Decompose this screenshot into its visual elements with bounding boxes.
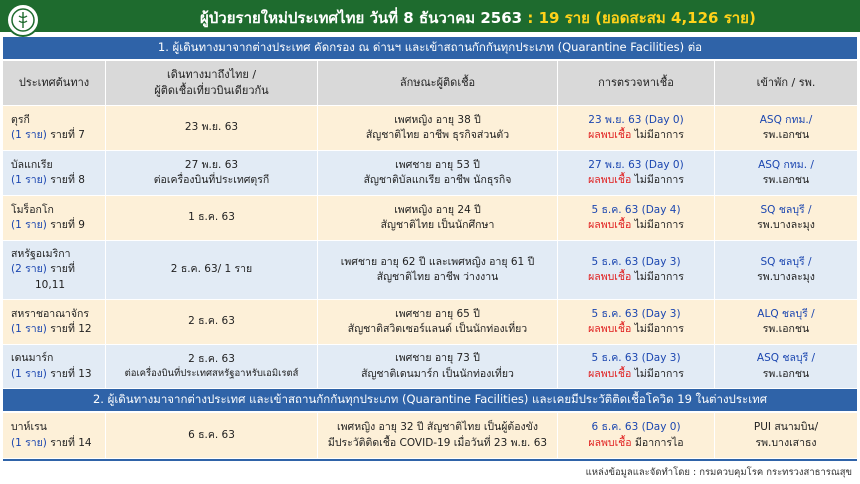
case-number: รายที่ 9 — [50, 219, 85, 231]
hospital-name: รพ.บางละมุง — [757, 219, 815, 231]
case-info — [11, 262, 75, 277]
characteristics-cell — [318, 413, 558, 458]
case-info — [11, 322, 92, 337]
characteristics-cell — [318, 106, 558, 150]
test-date: 5 ธ.ค. 63 (Day 4) — [591, 203, 681, 216]
facility-cell — [715, 106, 857, 150]
hospital-name: รพ.เอกชน — [762, 367, 810, 380]
arrival-date: 2 ธ.ค. 63 — [188, 315, 235, 328]
case-count: (1 ราย) — [11, 323, 47, 335]
facility-type: ASQ กทม./ — [759, 113, 813, 126]
case-number: รายที่ — [50, 263, 75, 276]
col-arrival-label-2: ผู้ติดเชื้อเที่ยวบินเดียวกัน — [154, 84, 269, 97]
origin-cell — [3, 345, 106, 388]
test-positive: ผลพบเชื้อ — [588, 271, 632, 283]
table-row — [3, 241, 857, 299]
section-1-bar: 1. ผู้เดินทางมาจากต่างประเทศ คัดกรอง ณ ด่านฯ และเข้าสถานกักกันทุกประเภท (Quarantine Facilities) ต่อ — [3, 37, 857, 59]
test-cell — [558, 300, 715, 344]
col-test-label: การตรวจหาเชื้อ — [598, 76, 674, 90]
col-arrival-header — [106, 61, 318, 105]
case-count: (2 ราย) — [11, 263, 47, 276]
col-arrival-label-1: เดินทางมาถึงไทย / — [166, 68, 257, 82]
bottom-divider — [3, 459, 857, 461]
test-result — [588, 173, 684, 188]
table-row — [3, 345, 857, 388]
country-name: บัลแกเรีย — [11, 158, 53, 171]
table-row — [3, 413, 857, 458]
test-positive: ผลพบเชื้อ — [588, 367, 632, 380]
arrival-cell — [106, 413, 318, 458]
arrival-date: 27 พ.ย. 63 — [184, 158, 239, 171]
case-info — [11, 436, 92, 451]
hospital-name: รพ.บางละมุง — [757, 271, 815, 283]
char-line-1: เพศหญิง อายุ 32 ปี สัญชาติไทย เป็นผู้ต้องขัง — [337, 421, 538, 434]
country-name: สหรัฐอเมริกา — [11, 248, 71, 261]
arrival-note: ต่อเครื่องบินที่ประเทศตุรกี — [153, 174, 270, 186]
test-result — [588, 322, 684, 337]
arrival-cell — [106, 151, 318, 195]
case-count: (1 ราย) — [11, 129, 47, 141]
case-info — [11, 367, 92, 382]
department-logo — [6, 3, 40, 37]
characteristics-cell — [318, 300, 558, 344]
char-line-1: เพศชาย อายุ 62 ปี และเพศหญิง อายุ 61 ปี — [340, 255, 535, 268]
case-number: รายที่ 8 — [50, 174, 85, 186]
char-line-2: สัญชาติไทย เป็นนักศึกษา — [380, 219, 495, 231]
char-line-2: สัญชาติบัลแกเรีย อาชีพ นักธุรกิจ — [363, 174, 512, 186]
table-row — [3, 151, 857, 195]
test-positive: ผลพบเชื้อ — [588, 436, 632, 449]
test-positive: ผลพบเชื้อ — [588, 323, 632, 335]
facility-type: ASQ ชลบุรี / — [756, 352, 816, 365]
col-origin-label: ประเทศต้นทาง — [18, 76, 90, 90]
test-cell — [558, 196, 715, 240]
symptom-status: ไม่มีอาการ — [631, 323, 684, 335]
origin-cell — [3, 300, 106, 344]
char-line-2: สัญชาติเดนมาร์ก เป็นนักท่องเที่ยว — [361, 367, 514, 380]
test-date: 27 พ.ย. 63 (Day 0) — [588, 158, 684, 171]
table-header-row — [3, 61, 857, 105]
origin-cell — [3, 196, 106, 240]
test-date: 5 ธ.ค. 63 (Day 3) — [591, 307, 681, 320]
hospital-name: รพ.เอกชน — [762, 129, 810, 141]
symptom-status: มีอาการไอ — [631, 436, 684, 449]
test-cell — [558, 106, 715, 150]
char-line-1: เพศชาย อายุ 53 ปี — [395, 158, 480, 171]
char-line-1: เพศชาย อายุ 73 ปี — [395, 352, 480, 365]
case-count: (1 ราย) — [11, 436, 47, 449]
char-line-1: เพศหญิง อายุ 38 ปี — [394, 113, 481, 126]
symptom-status: ไม่มีอาการ — [631, 367, 684, 380]
test-result — [588, 128, 684, 143]
case-info — [11, 173, 85, 188]
arrival-cell — [106, 300, 318, 344]
test-result — [588, 270, 684, 285]
hospital-name: รพ.เอกชน — [762, 323, 810, 335]
country-name: เดนมาร์ก — [11, 352, 54, 365]
characteristics-cell — [318, 196, 558, 240]
test-date: 5 ธ.ค. 63 (Day 3) — [591, 255, 681, 268]
table-row — [3, 300, 857, 344]
title-prefix: ผู้ป่วยรายใหม่ประเทศไทย วันที่ 8 ธันวาคม 2563 — [200, 9, 523, 27]
facility-type: PUI สนามบิน/ — [753, 421, 819, 434]
page-title — [200, 6, 756, 30]
test-cell — [558, 151, 715, 195]
case-count: (1 ราย) — [11, 367, 47, 380]
case-count: (1 ราย) — [11, 219, 47, 231]
table-row — [3, 106, 857, 150]
origin-cell — [3, 151, 106, 195]
country-name: ตุรกี — [11, 113, 30, 126]
case-count: (1 ราย) — [11, 174, 47, 186]
arrival-date: 2 ธ.ค. 63/ 1 ราย — [170, 263, 253, 276]
case-number-cont: 10,11 — [35, 278, 66, 291]
header-bar — [0, 0, 860, 32]
case-info — [11, 218, 85, 233]
case-number: รายที่ 7 — [50, 129, 85, 141]
arrival-date: 2 ธ.ค. 63 — [188, 353, 235, 365]
case-number: รายที่ 13 — [50, 367, 92, 380]
arrival-cell — [106, 106, 318, 150]
test-cell — [558, 345, 715, 388]
origin-cell — [3, 413, 106, 458]
char-line-1: เพศชาย อายุ 65 ปี — [395, 307, 480, 320]
col-characteristics-header — [318, 61, 558, 105]
facility-type: SQ ชลบุรี / — [760, 203, 812, 216]
facility-type: ALQ ชลบุรี / — [757, 307, 815, 320]
arrival-note: ต่อเครื่องบินที่ประเทศสหรัฐอาหรับเอมิเรตส์ — [124, 368, 299, 380]
case-number: รายที่ 12 — [50, 323, 92, 335]
title-highlight: : 19 ราย (ยอดสะสม 4,126 ราย) — [527, 9, 756, 27]
case-info — [11, 128, 85, 143]
char-line-2: สัญชาติไทย อาชีพ ธุรกิจส่วนตัว — [365, 129, 510, 141]
test-date: 5 ธ.ค. 63 (Day 3) — [591, 352, 681, 365]
test-result — [588, 218, 684, 233]
facility-cell — [715, 196, 857, 240]
origin-cell — [3, 106, 106, 150]
arrival-cell — [106, 241, 318, 299]
test-date: 6 ธ.ค. 63 (Day 0) — [591, 421, 681, 434]
arrival-date: 6 ธ.ค. 63 — [188, 428, 235, 441]
char-line-2: สัญชาติสวิตเซอร์แลนด์ เป็นนักท่องเที่ยว — [347, 323, 528, 335]
test-result — [588, 367, 684, 382]
arrival-date: 1 ธ.ค. 63 — [188, 211, 235, 224]
char-line-2: มีประวัติติดเชื้อ COVID-19 เมื่อวันที่ 23 พ.ย. 63 — [327, 436, 548, 449]
arrival-cell — [106, 345, 318, 388]
characteristics-cell — [318, 241, 558, 299]
facility-cell — [715, 300, 857, 344]
symptom-status: ไม่มีอาการ — [631, 174, 684, 186]
char-line-1: เพศหญิง อายุ 24 ปี — [394, 203, 481, 216]
symptom-status: ไม่มีอาการ — [631, 271, 684, 283]
hospital-name: รพ.บางเสาธง — [755, 436, 817, 449]
country-name: บาห์เรน — [11, 421, 47, 434]
source-note: แหล่งข้อมูลและจัดทำโดย : กรมควบคุมโรค กระทรวงสาธารณสุข — [585, 467, 852, 478]
col-characteristics-label: ลักษณะผู้ติดเชื้อ — [399, 76, 476, 90]
symptom-status: ไม่มีอาการ — [631, 129, 684, 141]
col-origin-header — [3, 61, 106, 105]
symptom-status: ไม่มีอาการ — [631, 219, 684, 231]
facility-type: ASQ กทม. / — [758, 158, 814, 171]
col-facility-label: เข้าพัก / รพ. — [756, 76, 816, 90]
facility-cell — [715, 345, 857, 388]
facility-type: SQ ชลบุรี / — [760, 255, 812, 268]
case-number: รายที่ 14 — [50, 436, 92, 449]
hospital-name: รพ.เอกชน — [762, 174, 810, 186]
facility-cell — [715, 151, 857, 195]
facility-cell — [715, 241, 857, 299]
section-2-bar: 2. ผู้เดินทางมาจากต่างประเทศ และเข้าสถานกักกันทุกประเภท (Quarantine Facilities) และเคยมีประวัติติดเชื้อโควิด 19 ในต่างประเทศ — [3, 389, 857, 411]
arrival-cell — [106, 196, 318, 240]
country-name: สหราชอาณาจักร — [11, 307, 89, 320]
table-row — [3, 196, 857, 240]
arrival-date: 23 พ.ย. 63 — [184, 121, 239, 134]
test-date: 23 พ.ย. 63 (Day 0) — [588, 113, 684, 126]
test-positive: ผลพบเชื้อ — [588, 129, 632, 141]
facility-cell — [715, 413, 857, 458]
test-positive: ผลพบเชื้อ — [588, 174, 632, 186]
char-line-2: สัญชาติไทย อาชีพ ว่างงาน — [376, 271, 499, 283]
country-name: โมร็อกโก — [11, 203, 54, 216]
characteristics-cell — [318, 345, 558, 388]
test-cell — [558, 241, 715, 299]
test-positive: ผลพบเชื้อ — [588, 219, 632, 231]
origin-cell — [3, 241, 106, 299]
characteristics-cell — [318, 151, 558, 195]
department-emblem-icon — [10, 7, 36, 33]
col-facility-header — [715, 61, 857, 105]
test-cell — [558, 413, 715, 458]
test-result — [588, 436, 683, 451]
col-test-header — [558, 61, 715, 105]
